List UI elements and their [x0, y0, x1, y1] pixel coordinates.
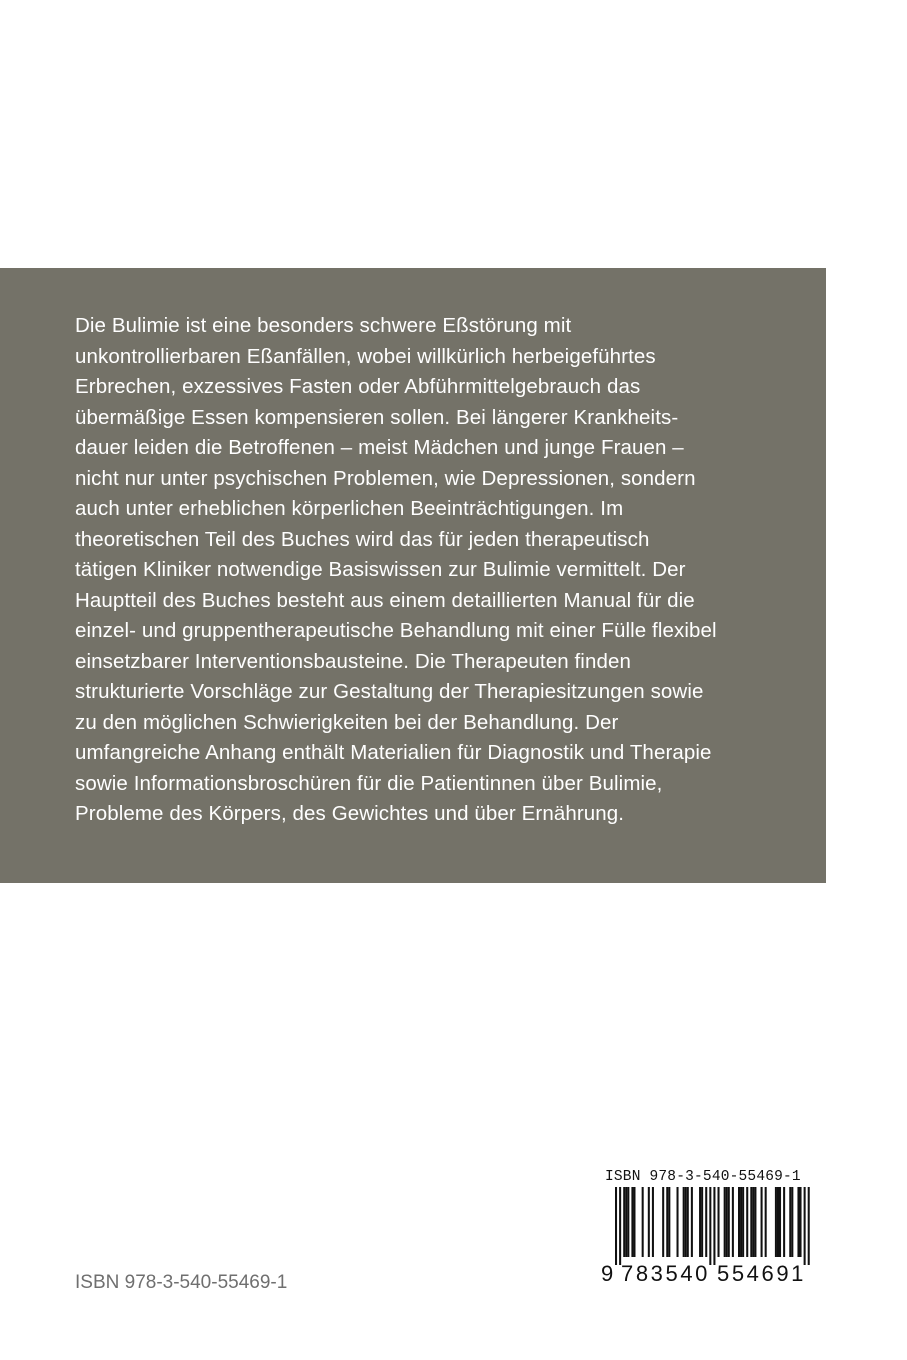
blurb-line: dauer leiden die Betroffenen – meist Mädchen und junge Frauen – [75, 436, 684, 459]
barcode-bar [752, 1187, 754, 1257]
barcode-bar [705, 1187, 707, 1257]
blurb-line: nicht nur unter psychischen Problemen, wie Depressionen, sondern [75, 466, 696, 490]
barcode-bar [623, 1187, 625, 1257]
barcode-bar [685, 1187, 687, 1257]
barcode-bar [742, 1187, 744, 1257]
blurb-line: theoretischen Teil des Buches wird das für jeden therapeutisch [75, 527, 650, 551]
barcode-guard-bar [713, 1187, 715, 1265]
barcode-guard-bar [615, 1187, 617, 1265]
barcode-guard-bar [709, 1187, 711, 1265]
barcode-bar [728, 1187, 730, 1257]
blurb-line: sowie Informationsbroschüren für die Patientinnen über Bulimie, [75, 771, 663, 795]
barcode-bar [750, 1187, 752, 1257]
barcode-guard-bar [619, 1187, 621, 1265]
barcode-bar [783, 1187, 785, 1257]
barcode-bar [765, 1187, 767, 1257]
blurb-line: Hauptteil des Buches besteht aus einem detaillierten Manual für die [75, 588, 695, 612]
barcode-bar [677, 1187, 679, 1257]
barcode-bar [699, 1187, 701, 1257]
isbn-text: ISBN 978-3-540-55469-1 [75, 1272, 288, 1293]
blurb-line: Probleme des Körpers, des Gewichtes und über Ernährung. [75, 802, 625, 825]
barcode-bar [761, 1187, 763, 1257]
barcode-bar [754, 1187, 756, 1257]
blurb-text [75, 311, 815, 830]
barcode-lead-digit: 9 [601, 1261, 614, 1286]
barcode-guard-bar [808, 1187, 810, 1265]
barcode-bar [779, 1187, 781, 1257]
barcode-bar [800, 1187, 802, 1257]
barcode-bar [777, 1187, 779, 1257]
barcode-bar [738, 1187, 740, 1257]
barcode-bar [648, 1187, 650, 1257]
barcode-bar [631, 1187, 633, 1257]
barcode-bar [740, 1187, 742, 1257]
barcode-left-digits: 783540 [621, 1261, 711, 1286]
barcode-bar [633, 1187, 635, 1257]
barcode-bar [625, 1187, 627, 1257]
blurb-line: umfangreiche Anhang enthält Materialien für Diagnostik und Therapie [75, 741, 712, 764]
barcode-bar [691, 1187, 693, 1257]
barcode-bar [789, 1187, 791, 1257]
barcode-bar [701, 1187, 703, 1257]
barcode-bar [746, 1187, 748, 1257]
blurb-line: Die Bulimie ist eine besonders schwere Eßstörung mit [75, 314, 572, 337]
blurb-line: strukturierte Vorschläge zur Gestaltung der Therapiesitzungen sowie [75, 680, 704, 703]
barcode-bar [797, 1187, 799, 1257]
blurb-line: übermäßige Essen kompensieren sollen. Bei längerer Krankheits- [75, 405, 679, 429]
barcode-bar [718, 1187, 720, 1257]
barcode [597, 1167, 825, 1307]
barcode-bar [683, 1187, 685, 1257]
barcode-bar [791, 1187, 793, 1257]
barcode-bar [726, 1187, 728, 1257]
barcode-bar [662, 1187, 664, 1257]
barcode-bar [687, 1187, 689, 1257]
blurb-line: einsetzbarer Interventionsbausteine. Die Therapeuten finden [75, 649, 631, 673]
blurb-line: Erbrechen, exzessives Fasten oder Abführmittelgebrauch das [75, 375, 641, 398]
barcode-bar [668, 1187, 670, 1257]
barcode-bar [652, 1187, 654, 1257]
blurb-line: auch unter erheblichen körperlichen Beeinträchtigungen. Im [75, 497, 624, 520]
barcode-bar [627, 1187, 629, 1257]
barcode-isbn-label: ISBN 978-3-540-55469-1 [605, 1169, 801, 1185]
barcode-bar [642, 1187, 644, 1257]
barcode-guard-bar [804, 1187, 806, 1265]
barcode-bar [666, 1187, 668, 1257]
blurb-line: unkontrollierbaren Eßanfällen, wobei willkürlich herbeigeführtes [75, 344, 656, 368]
barcode-bar [775, 1187, 777, 1257]
barcode-bar [732, 1187, 734, 1257]
blurb-line: tätigen Kliniker notwendige Basiswissen zur Bulimie vermittelt. Der [75, 558, 686, 581]
blurb-line: einzel- und gruppentherapeutische Behandlung mit einer Fülle flexibel [75, 619, 717, 642]
barcode-bar [724, 1187, 726, 1257]
barcode-bars [597, 1187, 825, 1265]
barcode-right-digits: 554691 [717, 1261, 807, 1286]
blurb-line: zu den möglichen Schwierigkeiten bei der Behandlung. Der [75, 710, 619, 734]
